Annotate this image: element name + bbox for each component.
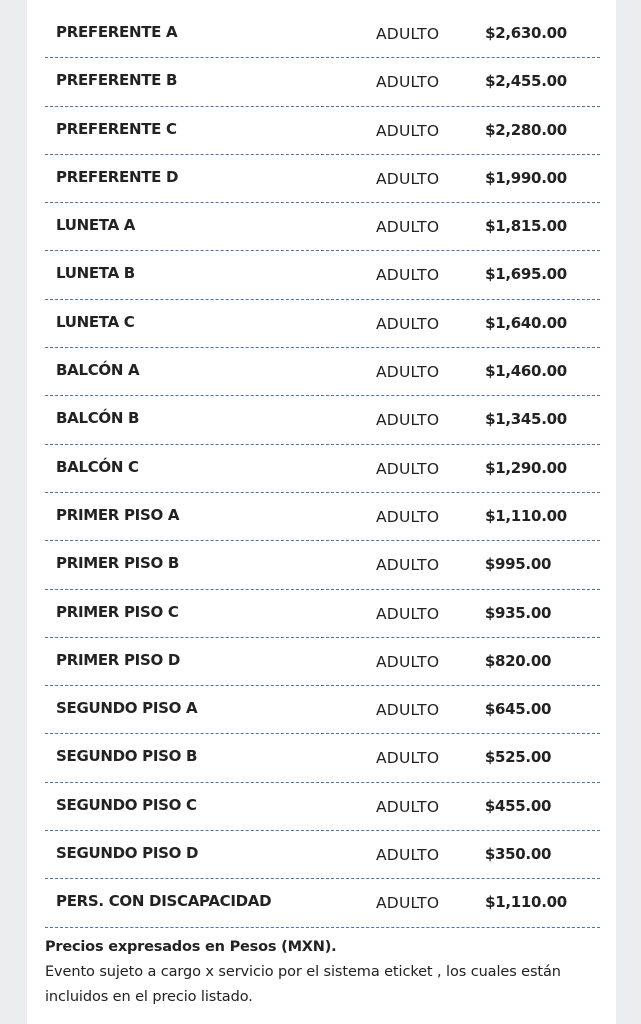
price-list-card [27, 0, 616, 1024]
table-row [45, 58, 600, 106]
ticket-type: ADULTO [376, 797, 440, 816]
table-row [45, 107, 600, 155]
table-row [45, 734, 600, 782]
ticket-type: ADULTO [376, 652, 440, 671]
ticket-type: ADULTO [376, 314, 440, 333]
table-row [45, 879, 600, 927]
ticket-type: ADULTO [376, 604, 440, 623]
table-row [45, 493, 600, 541]
ticket-price: $350.00 [484, 845, 552, 864]
table-row [45, 348, 600, 396]
ticket-price: $1,815.00 [485, 217, 567, 236]
zone-name: BALCÓN B [56, 409, 140, 428]
ticket-type: ADULTO [376, 556, 440, 575]
zone-name: PREFERENTE A [56, 23, 178, 41]
table-row [45, 590, 600, 638]
zone-name: PRIMER PISO B [56, 554, 179, 573]
table-row [45, 686, 600, 734]
ticket-price: $820.00 [484, 651, 552, 670]
ticket-type: ADULTO [376, 218, 440, 237]
ticket-type: ADULTO [376, 73, 440, 92]
table-row [45, 251, 600, 299]
ticket-type: ADULTO [376, 25, 440, 43]
table-row [45, 541, 600, 589]
ticket-price: $1,640.00 [485, 313, 567, 332]
zone-name: SEGUNDO PISO B [56, 747, 198, 766]
ticket-type: ADULTO [376, 363, 440, 382]
table-row [45, 396, 600, 444]
ticket-price: $2,455.00 [485, 72, 567, 91]
ticket-price: $2,630.00 [485, 24, 567, 42]
zone-name: PERS. CON DISCAPACIDAD [56, 892, 272, 911]
table-row [45, 203, 600, 251]
zone-name: SEGUNDO PISO C [56, 795, 197, 814]
zone-name: PRIMER PISO C [56, 602, 179, 621]
ticket-price: $1,345.00 [485, 410, 567, 429]
ticket-price: $1,460.00 [485, 362, 567, 381]
price-notes [45, 935, 605, 1009]
ticket-price: $1,695.00 [485, 265, 567, 284]
zone-name: SEGUNDO PISO A [56, 699, 198, 718]
ticket-price: $1,290.00 [485, 458, 567, 477]
ticket-type: ADULTO [376, 121, 440, 140]
zone-name: PREFERENTE B [56, 71, 178, 90]
ticket-type: ADULTO [376, 894, 440, 913]
zone-name: PREFERENTE C [56, 119, 177, 138]
ticket-price: $1,990.00 [485, 168, 567, 187]
ticket-type: ADULTO [376, 846, 440, 865]
table-row [45, 638, 600, 686]
ticket-type: ADULTO [376, 749, 440, 768]
ticket-type: ADULTO [376, 169, 440, 188]
table-row [45, 300, 600, 348]
zone-name: PRIMER PISO A [56, 505, 180, 524]
ticket-price: $995.00 [484, 555, 552, 574]
ticket-type: ADULTO [376, 459, 440, 478]
ticket-price: $645.00 [484, 700, 552, 719]
ticket-type: ADULTO [376, 701, 440, 720]
currency-note: Precios expresados en Pesos (MXN). [45, 939, 337, 955]
ticket-price: $2,280.00 [485, 120, 567, 139]
table-row [45, 10, 600, 58]
zone-name: BALCÓN A [56, 361, 140, 380]
zone-name: LUNETA B [56, 264, 135, 283]
zone-name: SEGUNDO PISO D [56, 844, 199, 863]
zone-name: BALCÓN C [56, 457, 139, 476]
ticket-type: ADULTO [376, 411, 440, 430]
table-row [45, 783, 600, 831]
zone-name: PRIMER PISO D [56, 650, 180, 669]
ticket-type: ADULTO [376, 266, 440, 285]
ticket-price: $455.00 [484, 796, 552, 815]
ticket-price: $1,110.00 [485, 506, 567, 525]
table-row [45, 445, 600, 493]
ticket-price: $1,110.00 [485, 893, 567, 912]
ticket-price: $525.00 [484, 748, 552, 767]
service-fee-note-line-2: incluidos en el precio listado. [45, 988, 253, 1005]
table-row [45, 155, 600, 203]
table-row [45, 831, 600, 879]
zone-name: PREFERENTE D [56, 167, 179, 186]
ticket-type: ADULTO [376, 507, 440, 526]
zone-name: LUNETA A [56, 216, 136, 235]
zone-name: LUNETA C [56, 312, 135, 331]
price-table [45, 10, 600, 928]
service-fee-note-line-1: Evento sujeto a cargo x servicio por el sistema eticket , los cuales están [45, 964, 561, 980]
ticket-price: $935.00 [484, 603, 552, 622]
